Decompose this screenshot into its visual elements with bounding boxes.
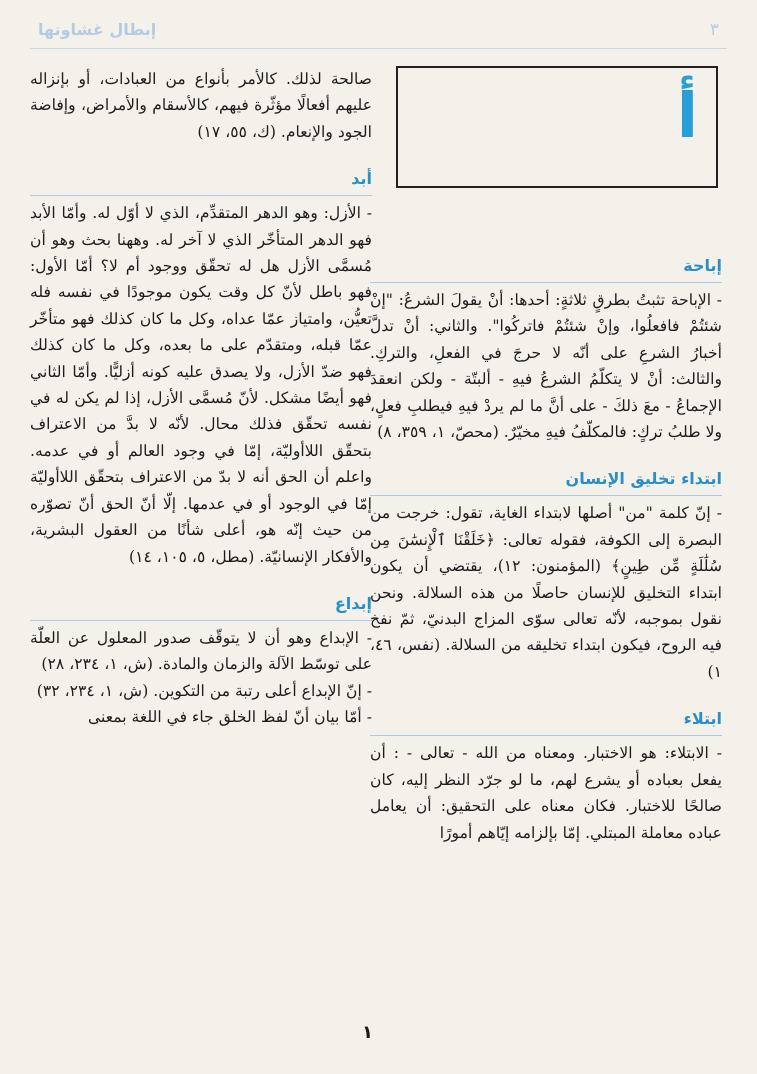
left-column-entries bbox=[30, 66, 372, 731]
entry-paragraph: - الإبداع وهو أن لا يتوقّف صدور المعلول عن العلّة على توسّط الآلة والزمان والمادة. (ش، ١، ٢٣٤، ٢٨) bbox=[30, 628, 372, 674]
section-letter: أ bbox=[676, 79, 698, 152]
running-header bbox=[30, 18, 727, 49]
entry-cont bbox=[30, 66, 372, 145]
entry-heading: ابتداء تخليق الإنسان bbox=[370, 467, 722, 496]
entry-ibtila bbox=[370, 707, 722, 846]
entry-ibtida bbox=[370, 467, 722, 685]
entry-heading: إبداع bbox=[30, 592, 372, 621]
entry-paragraph: - الإباحة تثبتُ بطرقٍ ثلاثةٍ: أحدها: أنْ يقولَ الشرعُ: "إنْ شئتُمْ فافعلُوا، وإنْ شئتُمْ فاتركُوا". والثاني: أنْ تدلَّ أخبارُ الشرعِ على أنّه لا حرجَ في الفعلِ، والتركِ. والثالث: أنْ لا يتكلّمُ الشرعُ فيهِ - ألبتّة - ولكن انعقدَ الإجماعُ - معَ ذلكَ - على أنَّ ما لم يردْ فيهِ فيطلبِ فعلٍ، ولا طلبُ تركٍ: فالمكلّفُ فيهِ مخيّرٌ. (محصّ، ١، ٣٥٩، ٨) bbox=[370, 291, 722, 442]
header-running-title: إبطال غشاوتها bbox=[38, 20, 157, 39]
entry-ibaha bbox=[370, 254, 722, 445]
letter-box bbox=[396, 66, 718, 188]
right-column bbox=[370, 66, 722, 868]
entry-heading: ابتلاء bbox=[370, 707, 722, 736]
entry-abad bbox=[30, 167, 372, 570]
entry-paragraph: صالحة لذلك. كالأمر بأنواع من العبادات، أو بإنزاله عليهم أفعالًا مؤثّرة فيهم، كالأسقام والأمراض، وإفاضة الجود والإنعام. (ك، ٥٥، ١٧) bbox=[30, 70, 372, 141]
entry-heading: أبد bbox=[30, 167, 372, 196]
entry-paragraph: - أمّا بيان أنّ لفظ الخلق جاء في اللغة بمعنى bbox=[88, 708, 372, 727]
entry-paragraph: - إنّ الإبداع أعلى رتبة من التكوين. (ش، ١، ٢٣٤، ٣٢) bbox=[36, 681, 372, 700]
entry-heading: إباحة bbox=[370, 254, 722, 283]
left-column bbox=[30, 66, 372, 753]
right-column-entries bbox=[370, 254, 722, 846]
entry-paragraph: - الابتلاء: هو الاختبار. ومعناه من الله - تعالى - : أن يفعل بعباده أو يشرع لهم، ما لو جرّد النظر إليه، كان صالحًا للاختبار. فكان معناه على التحقيق: أن يعامل عباده معاملة المبتلي. إمّا بإلزامه إيّاهم أمورًا bbox=[370, 744, 722, 842]
page-number: ١ bbox=[362, 1022, 373, 1043]
entry-paragraph: - الأزل: وهو الدهر المتقدِّم، الذي لا أوّل له. وأمّا الأبد فهو الدهر المتأخّر الذي لا آخر له. وههنا بحث وهو أن مُسمَّى الأزل هل له تحقّق ووجود أم لا؟ أمّا الأول: فهو باطل لأنّ كل وقت يكون موجودًا في نفسه فله تعيُّن، وامتياز عمّا عداه، وكل ما كان كذلك فهو متأخّر عمّا قبله، ومتقدّم على ما بعده، وكل ما كان كذلك فهو ضدّ الأزل، ولا يصدق عليه كونه أزليًّا. وأمّا الثاني فهو أيضًا مشكل. لأنّ مُسمَّى الأزل، إذا لم يكن له في نفسه تحقّق فذلك محال. لأنّه لا بدَّ من الاعتراف بتحقّق اللاأوليّة، إمّا في وجود العالم أو في عدمه. واعلم أن الحق أنه لا بدّ من الاعتراف بتحقّق اللاأوليّة إمّا في الوجود أو في عدمها. إلّا أنّ الحق أنّ تصوّره من حيث إنّه هو، أعلى شأنًا من العقول البشرية، والأفكار الإنسانيّة. (مطل، ٥، ١٠٥، ١٤) bbox=[30, 204, 372, 566]
entry-ibda bbox=[30, 592, 372, 731]
entry-paragraph: - إنّ كلمة "من" أصلها لابتداء الغاية، تقول: خرجت من البصرة إلى الكوفة، فقوله تعالى: ﴿خَلَقْنَا ٱلْإِنسَٰنَ مِن سُلَٰلَةٍ مِّن طِينٍ﴾ (المؤمنون: ١٢)، يقتضي أن يكون ابتداء التخليق للإنسان حاصلًا من هذه السلالة. ونحن نقول بموجبه، لأنّه تعالى سوّى المزاج البدنيّ، ثمّ نفخ فيه الروح، فيكون ابتداء تخليقه من السلالة. (نفس، ٤٦، ١) bbox=[370, 504, 723, 681]
header-page-number: ٣ bbox=[709, 20, 719, 40]
